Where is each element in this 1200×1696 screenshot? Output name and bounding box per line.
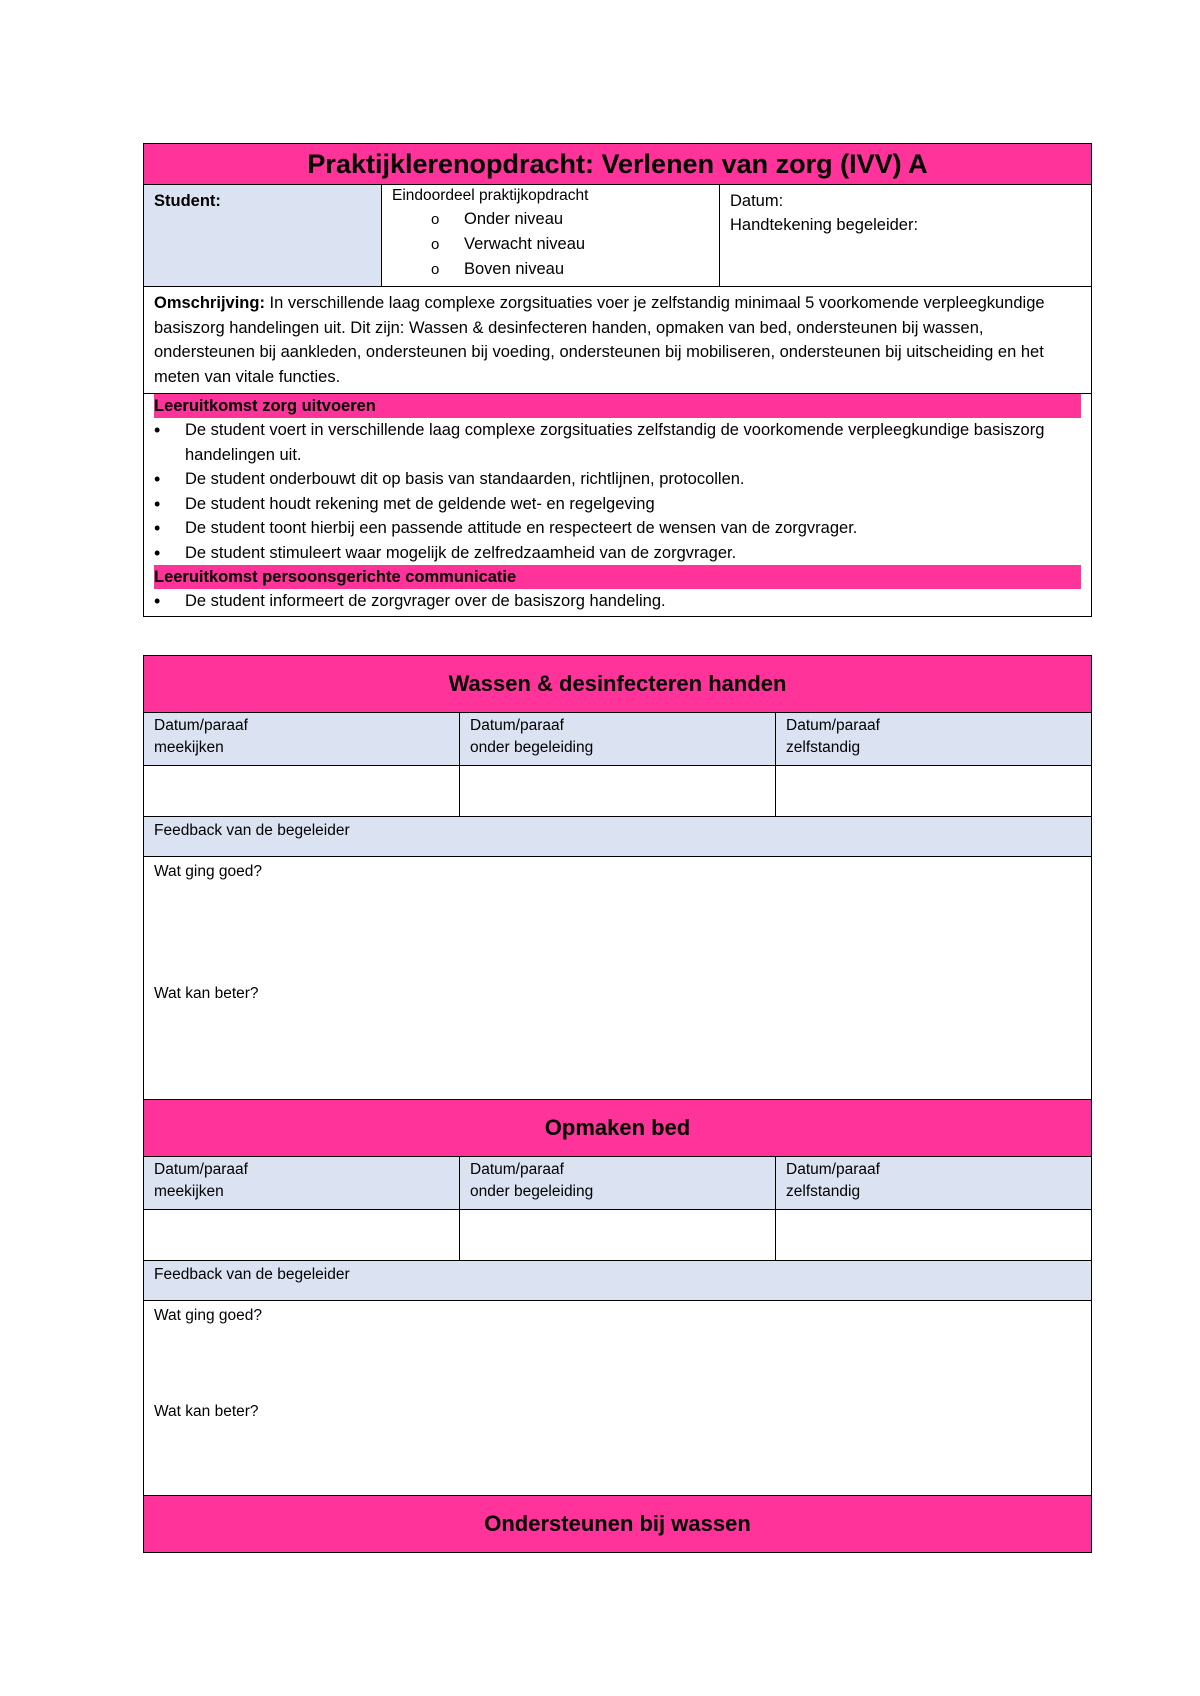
student-field[interactable]	[144, 185, 382, 287]
section-title-ondersteunen-bij-wassen: Ondersteunen bij wassen	[144, 1496, 1092, 1553]
col-header-meekijken: Datum/paraaf meekijken	[144, 713, 460, 766]
wat-kan-beter-label: Wat kan beter?	[154, 1403, 259, 1420]
paraaf-onder-begeleiding-field[interactable]	[460, 766, 776, 817]
wat-ging-goed-label: Wat ging goed?	[154, 1307, 263, 1324]
wat-kan-beter-label: Wat kan beter?	[154, 985, 259, 1002]
datum-label: Datum:	[730, 192, 784, 210]
col-header-zelfstandig: Datum/paraaf zelfstandig	[776, 1157, 1092, 1210]
student-label: Student:	[154, 192, 221, 210]
sections-table	[143, 655, 1092, 1553]
leeruitkomst-item: • De student stimuleert waar mogelijk de zelfredzaamheid van de zorgvrager.	[185, 541, 1081, 566]
omschrijving-label: Omschrijving:	[154, 294, 265, 312]
section-title-opmaken-bed: Opmaken bed	[144, 1100, 1092, 1157]
feedback-field[interactable]	[144, 1301, 1092, 1496]
option-boven-niveau[interactable]: o Boven niveau	[464, 257, 709, 282]
feedback-header: Feedback van de begeleider	[144, 817, 1092, 857]
omschrijving-text: In verschillende laag complexe zorgsituaties voer je zelfstandig minimaal 5 voorkomende verpleegkundige basiszorg handelingen uit. Dit zijn: Wassen & desinfecteren handen, opmaken van bed, ondersteunen bij wassen, ondersteunen bij aankleden, ondersteunen bij voeding, ondersteunen bij mobiliseren, ondersteunen bij uitscheiding en het meten van vitale functies.	[154, 294, 1045, 386]
handtekening-label: Handtekening begeleider:	[730, 216, 919, 234]
col-header-onder-begeleiding: Datum/paraaf onder begeleiding	[460, 1157, 776, 1210]
leeruitkomst-item: • De student onderbouwt dit op basis van standaarden, richtlijnen, protocollen.	[185, 467, 1081, 492]
assignment-header-table	[143, 143, 1092, 617]
option-onder-niveau[interactable]: o Onder niveau	[464, 207, 709, 232]
feedback-header: Feedback van de begeleider	[144, 1261, 1092, 1301]
eindoordeel-field	[382, 185, 720, 287]
paraaf-zelfstandig-field[interactable]	[776, 1210, 1092, 1261]
paraaf-zelfstandig-field[interactable]	[776, 766, 1092, 817]
col-header-meekijken: Datum/paraaf meekijken	[144, 1157, 460, 1210]
col-header-onder-begeleiding: Datum/paraaf onder begeleiding	[460, 713, 776, 766]
leeruitkomsten-cell	[144, 394, 1092, 617]
leeruitkomst-item: • De student voert in verschillende laag complexe zorgsituaties zelfstandig de voorkomende verpleegkundige basiszorg handelingen uit.	[185, 418, 1081, 467]
leeruitkomst-item: • De student houdt rekening met de geldende wet- en regelgeving	[185, 492, 1081, 517]
paraaf-meekijken-field[interactable]	[144, 1210, 460, 1261]
leeruitkomst-zorg-uitvoeren-title: Leeruitkomst zorg uitvoeren	[154, 394, 1081, 418]
paraaf-meekijken-field[interactable]	[144, 766, 460, 817]
omschrijving-cell	[144, 287, 1092, 394]
leeruitkomst-item: • De student informeert de zorgvrager over de basiszorg handeling.	[185, 589, 1081, 614]
wat-ging-goed-label: Wat ging goed?	[154, 863, 263, 880]
option-verwacht-niveau[interactable]: o Verwacht niveau	[464, 232, 709, 257]
leeruitkomst-item: • De student toont hierbij een passende attitude en respecteert de wensen van de zorgvrager.	[185, 516, 1081, 541]
col-header-zelfstandig: Datum/paraaf zelfstandig	[776, 713, 1092, 766]
eindoordeel-label: Eindoordeel praktijkopdracht	[392, 187, 589, 204]
datum-handtekening-field[interactable]	[720, 185, 1092, 287]
section-title-wassen-desinfecteren: Wassen & desinfecteren handen	[144, 656, 1092, 713]
feedback-field[interactable]	[144, 857, 1092, 1100]
leeruitkomst-communicatie-title: Leeruitkomst persoonsgerichte communicatie	[154, 565, 1081, 589]
paraaf-onder-begeleiding-field[interactable]	[460, 1210, 776, 1261]
page-title: Praktijklerenopdracht: Verlenen van zorg (IVV) A	[144, 144, 1092, 185]
